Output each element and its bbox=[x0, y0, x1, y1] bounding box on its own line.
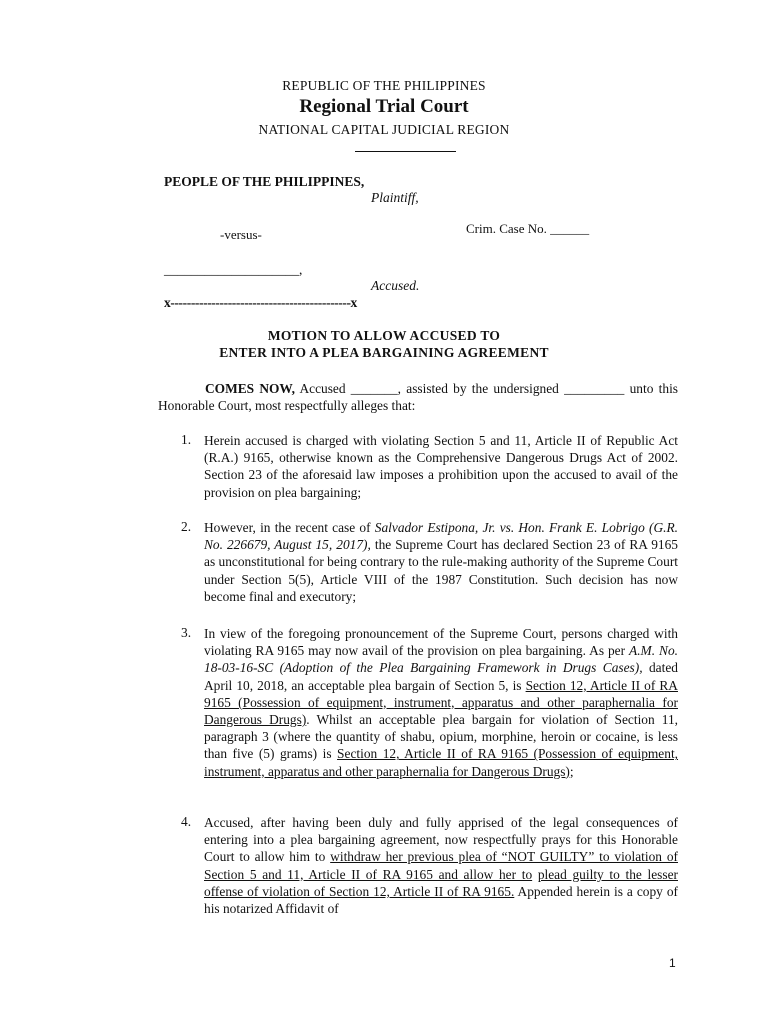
plaintiff-label: Plaintiff, bbox=[371, 190, 419, 205]
am-citation: A.M. No. 18-03-16-SC (Adoption of the Plea Bargaining Framework in Drugs Cases), bbox=[204, 643, 678, 676]
page-number: 1 bbox=[669, 956, 676, 970]
item-2-paragraph bbox=[204, 519, 678, 605]
item-3-paragraph bbox=[204, 625, 678, 780]
item-4-a: Accused, after having been duly and fully apprised of the legal consequences of entering into a plea bargaining agreement, now respectfully prays for this Honorable Court to allow him to bbox=[204, 815, 678, 865]
item-2-pre: However, in the recent case of bbox=[204, 520, 375, 535]
item-1-text: Herein accused is charged with violating Section 5 and 11, Article II of Republic Act (R.A.) 9165, otherwise known as the Comprehensive Dangerous Drugs Act of 2002. Section 23 of the aforesaid law imposes a prohibition upon the accused to avail of the provision on plea bargaining; bbox=[204, 433, 678, 500]
item-3-a: In view of the foregoing pronouncement of the Supreme Court, persons charged with violating RA 9165 may now avail of the provision on plea bargaining. As per bbox=[204, 626, 678, 659]
item-number: 4. bbox=[181, 814, 192, 829]
plaintiff-name: PEOPLE OF THE PHILIPPINES, bbox=[164, 174, 365, 189]
republic-heading: REPUBLIC OF THE PHILIPPINES bbox=[282, 78, 486, 93]
court-heading: Regional Trial Court bbox=[299, 96, 469, 117]
accused-label: Accused. bbox=[371, 278, 420, 293]
motion-title-line2: ENTER INTO A PLEA BARGAINING AGREEMENT bbox=[219, 345, 549, 360]
intro-text: Accused _______, assisted by the undersigned _________ unto this Honorable Court, most respectfully alleges that: bbox=[158, 381, 678, 414]
plea-offense-2: Section 12, Article II of RA 9165 (Possession of equipment, instrument, apparatus and other paraphernalia for Dangerous Drugs) bbox=[204, 746, 679, 779]
case-citation: Salvador Estipona, Jr. vs. Hon. Frank E. Lobrigo (G.R. No. 226679, August 15, 2017), bbox=[204, 520, 679, 553]
item-1-paragraph bbox=[204, 432, 678, 501]
region-heading: NATIONAL CAPITAL JUDICIAL REGION bbox=[258, 122, 510, 137]
item-number: 1. bbox=[181, 432, 192, 447]
comes-now: COMES NOW, bbox=[205, 381, 295, 396]
plead-guilty: plead guilty to the lesser offense of violation of Section 12, Article II of RA 9165. bbox=[204, 866, 678, 899]
item-number: 3. bbox=[181, 625, 192, 640]
caption-separator: x--------------------------------------------x bbox=[164, 295, 357, 310]
withdraw-plea: withdraw her previous plea of “NOT GUILTY” to violation of Section 5 and 11, Article II of RA 9165 and allow her to bbox=[204, 849, 678, 882]
versus-label: -versus- bbox=[220, 227, 262, 242]
item-3-c: dated April 10, 2018, an acceptable plea bargain of Section 5, is bbox=[204, 660, 678, 693]
accused-blank: ____________________, bbox=[164, 262, 303, 277]
plea-offense-1: Section 12, Article II of RA 9165 (Possession of equipment, instrument, apparatus and other paraphernalia for Dangerous Drugs) bbox=[204, 677, 678, 728]
item-4-paragraph bbox=[204, 814, 678, 917]
item-2-post: the Supreme Court has declared Section 23 of RA 9165 as unconstitutional for being contrary to the rule-making authority of the Supreme Court under Section 5(5), Article VIII of the 1987 Constitution. Such decision has now become final and executory; bbox=[204, 537, 678, 604]
intro-paragraph bbox=[158, 380, 678, 414]
motion-title-line1: MOTION TO ALLOW ACCUSED TO bbox=[267, 328, 501, 343]
item-4-e: Appended herein is a copy of his notarized Affidavit of bbox=[204, 883, 678, 917]
item-number: 2. bbox=[181, 519, 192, 534]
item-3-g: ; bbox=[569, 763, 574, 779]
branch-blank-line bbox=[355, 151, 456, 152]
case-number: Crim. Case No. ______ bbox=[466, 221, 590, 236]
item-3-e: . Whilst an acceptable plea bargain for violation of Section 11, paragraph 3 (where the quantity of shabu, opium, morphine, heroin or cocaine, is less than five (5) grams) is bbox=[204, 712, 678, 762]
